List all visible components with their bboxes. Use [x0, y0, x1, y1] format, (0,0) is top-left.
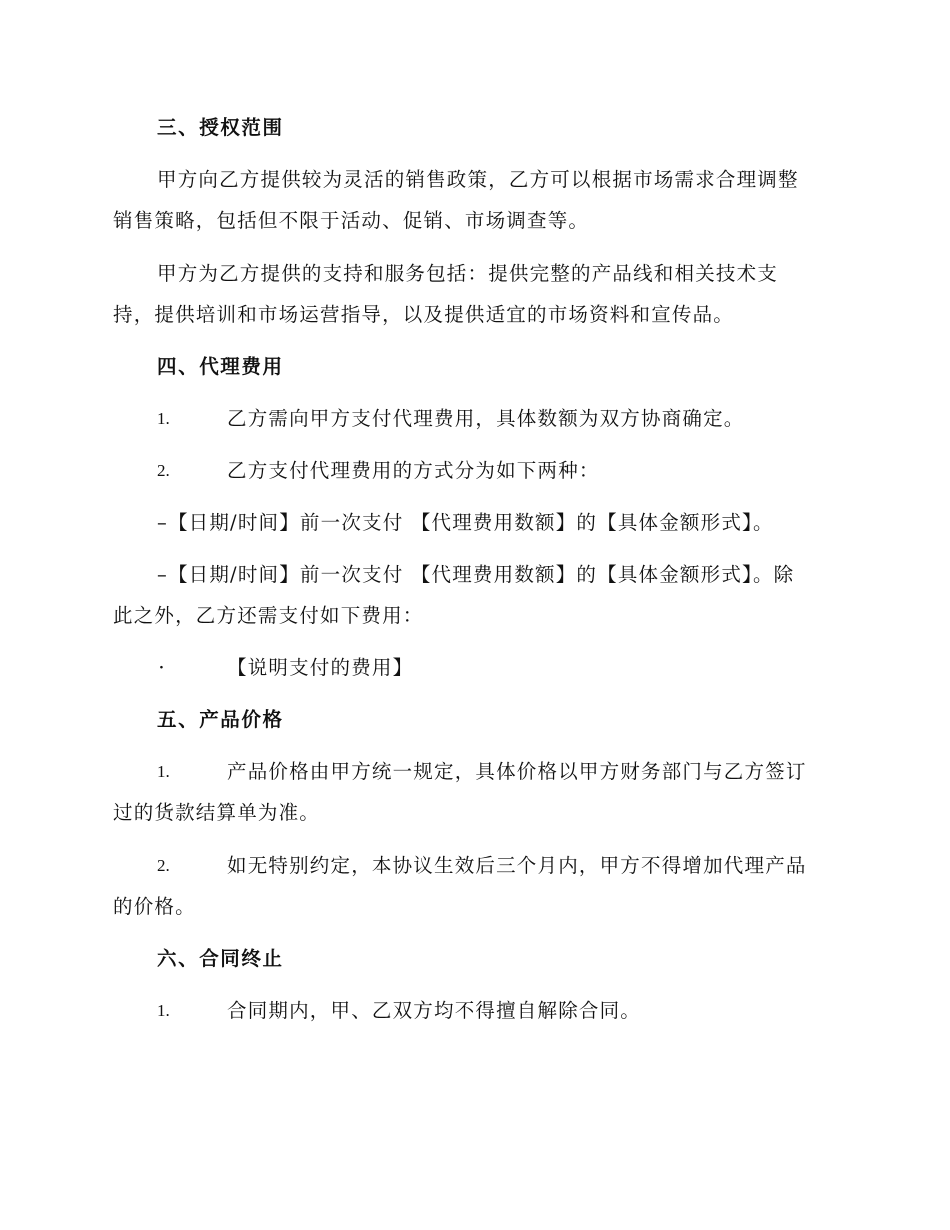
list-number: 2.	[157, 856, 170, 875]
paragraph-line: 甲方为乙方提供的支持和服务包括：提供完整的产品线和相关技术支	[157, 262, 779, 285]
list-item-text: 乙方支付代理费用的方式分为如下两种：	[227, 459, 600, 482]
list-item-text: 如无特别约定，本协议生效后三个月内，甲方不得增加代理产品	[227, 854, 807, 877]
section-heading-scope: 三、授权范围	[157, 116, 284, 139]
bullet-item-text: 【说明支付的费用】	[227, 656, 414, 679]
dash-item: –【日期/时间】前一次支付 【代理费用数额】的【具体金额形式】。除	[157, 563, 795, 586]
paragraph-line: 销售策略，包括但不限于活动、促销、市场调查等。	[113, 209, 590, 232]
paragraph-line: 过的货款结算单为准。	[113, 801, 321, 824]
list-item-text: 合同期内，甲、乙双方均不得擅自解除合同。	[227, 999, 642, 1022]
list-number: 1.	[157, 1001, 170, 1020]
paragraph-line: 此之外，乙方还需支付如下费用：	[113, 604, 424, 627]
dash-item: –【日期/时间】前一次支付 【代理费用数额】的【具体金额形式】。	[157, 511, 774, 534]
list-number: 1.	[157, 762, 170, 781]
list-item-text: 产品价格由甲方统一规定，具体价格以甲方财务部门与乙方签订	[227, 760, 807, 783]
paragraph-line: 持，提供培训和市场运营指导，以及提供适宜的市场资料和宣传品。	[113, 303, 735, 326]
list-number: 2.	[157, 461, 170, 480]
list-number: 1.	[157, 409, 170, 428]
bullet-icon: ·	[159, 660, 164, 676]
section-heading-fees: 四、代理费用	[157, 355, 284, 378]
section-heading-termination: 六、合同终止	[157, 947, 284, 970]
paragraph-line: 的价格。	[113, 895, 196, 918]
list-item-text: 乙方需向甲方支付代理费用，具体数额为双方协商确定。	[227, 407, 745, 430]
paragraph-line: 甲方向乙方提供较为灵活的销售政策，乙方可以根据市场需求合理调整	[157, 168, 799, 191]
section-heading-price: 五、产品价格	[157, 708, 284, 731]
